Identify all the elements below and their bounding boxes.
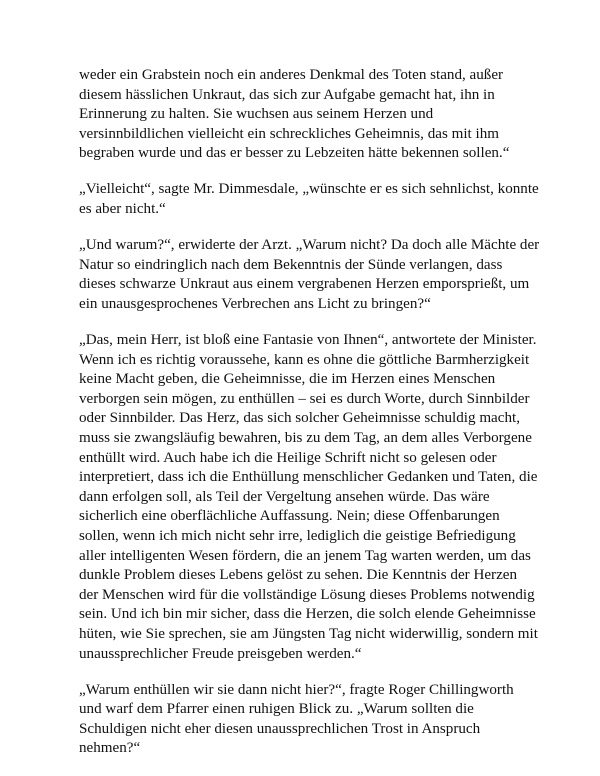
paragraph-5 bbox=[79, 681, 531, 759]
paragraph-1 bbox=[79, 66, 531, 164]
text-line: nehmen?“ bbox=[79, 740, 141, 757]
text-line: „Und warum?“, erwiderte der Arzt. „Warum nicht? Da doch alle Mächte der bbox=[79, 237, 540, 254]
text-line: der Menschen wird für die vollständige Lösung dieses Problems notwendig bbox=[79, 586, 535, 603]
text-line: und warf dem Pfarrer einen ruhigen Blick zu. „Warum sollten die bbox=[79, 701, 474, 718]
text-line: oder Sinnbilder. Das Herz, das sich solcher Geheimnisse schuldig macht, bbox=[79, 410, 520, 427]
text-line: ein unausgesprochenes Verbrechen ans Licht zu bringen?“ bbox=[79, 295, 431, 312]
text-line: unaussprechlicher Freude preisgeben werden.“ bbox=[79, 645, 362, 662]
text-line: „Das, mein Herr, ist bloß eine Fantasie von Ihnen“, antwortete der Minister. bbox=[79, 332, 537, 349]
text-line: Erinnerung zu halten. Sie wuchsen aus seinem Herzen und bbox=[79, 106, 434, 123]
text-line: Schuldigen nicht eher diesen unaussprechlichen Trost in Anspruch bbox=[79, 720, 481, 737]
paragraph-4 bbox=[79, 331, 538, 664]
text-line: „Warum enthüllen wir sie dann nicht hier?“, fragte Roger Chillingworth bbox=[79, 681, 514, 698]
text-line: sein. Und ich bin mir sicher, dass die Herzen, die solch elende Geheimnisse bbox=[79, 606, 536, 623]
text-line: versinnbildlichen vielleicht ein schreckliches Geheimnis, das mit ihm bbox=[79, 125, 500, 142]
paragraph-3 bbox=[79, 236, 540, 314]
text-line: enthüllt wird. Auch habe ich die Heilige Schrift nicht so gelesen oder bbox=[79, 449, 497, 466]
document-page bbox=[79, 66, 540, 776]
paragraph-2 bbox=[79, 180, 539, 219]
text-line: weder ein Grabstein noch ein anderes Denkmal des Toten stand, außer bbox=[79, 67, 504, 83]
text-line: Wenn ich es richtig voraussehe, kann es ohne die göttliche Barmherzigkeit bbox=[79, 351, 530, 368]
text-line: Natur so eindringlich nach dem Bekenntnis der Sünde verlangen, dass bbox=[79, 256, 503, 273]
text-line: aller intelligenten Wesen fördern, die an jenem Tag warten werden, um das bbox=[79, 547, 531, 564]
text-line: dann erfolgen soll, als Teil der Vergeltung ansehen würde. Das wäre bbox=[79, 488, 490, 505]
text-line: keine Macht geben, die Geheimnisse, die im Herzen eines Menschen bbox=[79, 371, 496, 388]
text-line: begraben wurde und das er besser zu Lebzeiten hätte bekennen sollen.“ bbox=[79, 145, 510, 162]
text-line: sollen, wenn ich mich nicht sehr irre, lediglich die geistige Befriedigung bbox=[79, 527, 516, 544]
text-line: sicherlich eine oberflächliche Auffassung. Nein; diese Offenbarungen bbox=[79, 508, 500, 525]
text-line: verborgen sein mögen, zu enthüllen – sei es durch Worte, durch Sinnbilder bbox=[79, 390, 530, 407]
text-line: dunkle Problem dieses Lebens gelöst zu sehen. Die Kenntnis der Herzen bbox=[79, 567, 518, 584]
text-line: hüten, wie Sie sprechen, sie am Jüngsten Tag nicht widerwillig, sondern mit bbox=[79, 625, 538, 642]
text-line: muss sie zwangsläufig bewahren, bis zu dem Tag, an dem alles Verborgene bbox=[79, 430, 532, 446]
text-line: diesem hässlichen Unkraut, das sich zur Aufgabe gemacht hat, ihn in bbox=[79, 86, 495, 103]
text-line: dieses schwarze Unkraut aus einem vergrabenen Herzen emporsprießt, um bbox=[79, 276, 530, 293]
text-line: „Vielleicht“, sagte Mr. Dimmesdale, „wünschte er es sich sehnlichst, konnte bbox=[79, 181, 539, 198]
text-line: es aber nicht.“ bbox=[79, 201, 166, 218]
text-line: interpretiert, dass ich die Enthüllung menschlicher Gedanken und Taten, die bbox=[79, 469, 538, 486]
